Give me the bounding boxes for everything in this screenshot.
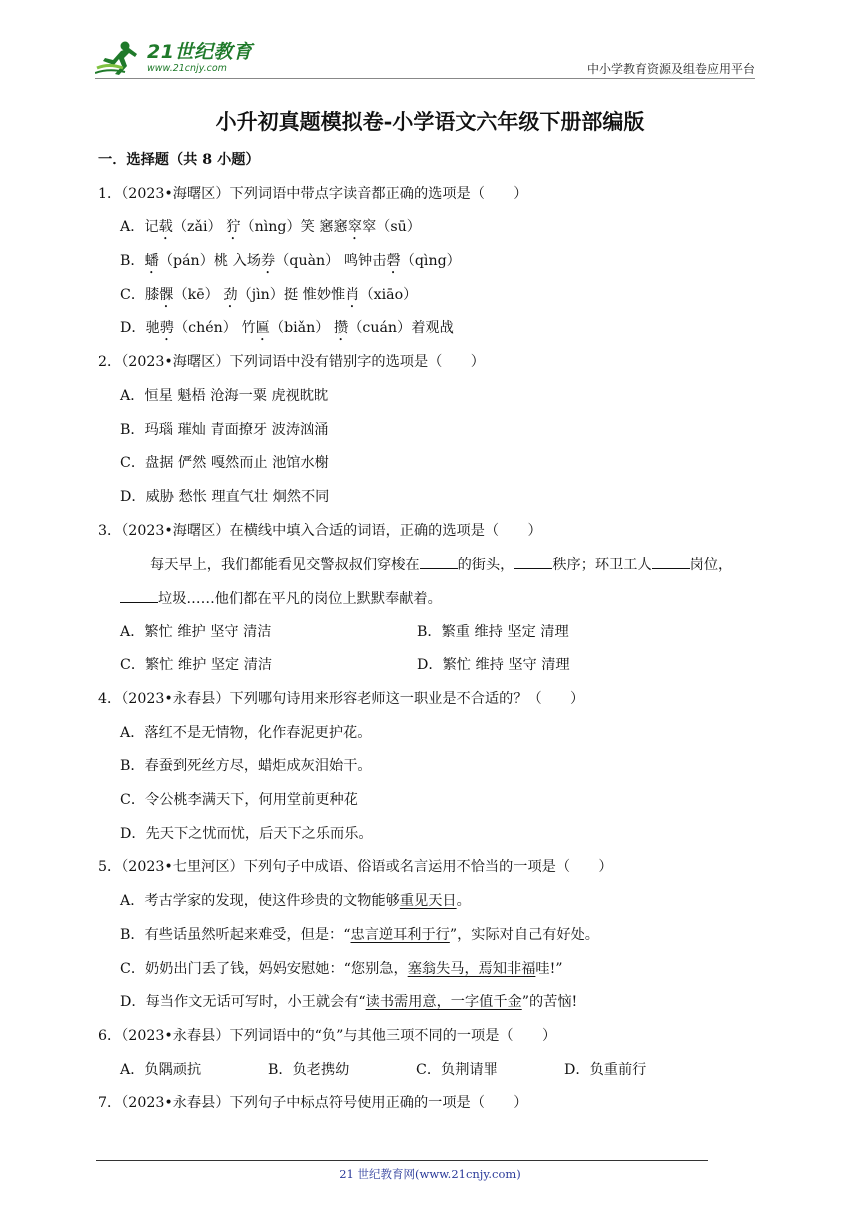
fill-blank[interactable] [652,554,690,569]
question-5-option-b[interactable]: B．有些话虽然听起来难受，但是：“忠言逆耳利于行”，实际对自己有好处。 [120,926,599,943]
question-3-options-row-2 [98,655,763,689]
question-5-option-c[interactable]: C．奶奶出门丢了钱，妈妈安慰她：“您别急，塞翁失马，焉知非福哇!” [120,960,563,977]
question-3-option-d[interactable]: D．繁忙 维持 坚守 清理 [417,657,570,674]
question-list [98,150,763,1127]
question-5-option-d[interactable]: D．每当作文无话可写时，小王就会有“读书需用意，一字值千金”的苦恼! [120,994,578,1011]
question-6-option-c[interactable]: C．负荆请罪 [416,1061,498,1078]
question-3-stem: 3．（2023•海曙区）在横线中填入合适的词语，正确的选项是（ ） [98,522,542,539]
question-6-options [98,1060,763,1094]
question-3-passage-cont: 垃圾……他们都在平凡的岗位上默默奉献着。 [98,588,763,622]
question-7-stem: 7．（2023•永春县）下列句子中标点符号使用正确的一项是（ ） [98,1095,528,1112]
question-2-option-c[interactable]: C．盘据 俨然 嘎然而止 池馆水榭 [120,455,329,472]
runner-logo-icon [95,40,143,76]
question-6-option-b[interactable]: B．负老携幼 [268,1061,350,1078]
question-1-option-a[interactable]: A．记载（zǎi） 狞（nìng）笑 窸窸窣窣（sū） [120,219,421,236]
question-6-option-a[interactable]: A．负隅顽抗 [120,1061,202,1078]
question-6-option-d[interactable]: D．负重前行 [564,1061,647,1078]
page-title: 小升初真题模拟卷-小学语文六年级下册部编版 [215,109,645,134]
question-3-option-c[interactable]: C．繁忙 维护 坚定 清洁 [120,657,273,674]
fill-blank[interactable] [120,588,158,603]
question-4-option-b[interactable]: B．春蚕到死丝方尽，蜡炬成灰泪始干。 [120,758,372,775]
question-6-stem: 6．（2023•永春县）下列词语中的“负”与其他三项不同的一项是（ ） [98,1027,557,1044]
fill-blank[interactable] [420,554,458,569]
question-3-options-row-1 [98,622,763,656]
section-heading: 一．选择题（共 8 小题） [98,152,260,168]
question-2-stem: 2．（2023•海曙区）下列词语中没有错别字的选项是（ ） [98,354,485,371]
question-4-option-d[interactable]: D．先天下之忧而忧，后天下之乐而乐。 [120,825,373,842]
page-footer[interactable]: 21 世纪教育网(www.21cnjy.com) [339,1167,521,1181]
logo-url: www.21cnjy.com [147,62,227,74]
question-5-option-a[interactable]: A．考古学家的发现，使这件珍贵的文物能够重见天日。 [120,893,471,910]
question-1-option-b[interactable]: B．蟠（pán）桃 入场券（quàn） 鸣钟击磬（qìng） [120,253,461,270]
page-header [95,38,755,78]
question-5-stem: 5．（2023•七里河区）下列句子中成语、俗语或名言运用不恰当的一项是（ ） [98,859,613,876]
question-4-stem: 4．（2023•永春县）下列哪句诗用来形容老师这一职业是不合适的？（ ） [98,691,585,707]
question-3-option-a[interactable]: A．繁忙 维护 坚守 清洁 [120,623,272,640]
question-1-option-c[interactable]: C．膝髁（kē） 劲（jìn）挺 惟妙惟肖（xiāo） [120,286,418,303]
fill-blank[interactable] [514,554,552,569]
platform-name: 中小学教育资源及组卷应用平台 [586,62,755,76]
header-divider [95,78,755,79]
logo-wordmark: 21世纪教育 [147,40,253,63]
question-2-option-b[interactable]: B．玛瑙 璀灿 青面撩牙 波涛汹涌 [120,421,329,438]
question-1-stem: 1．（2023•海曙区）下列词语中带点字读音都正确的选项是（ ） [98,185,528,202]
question-2-option-a[interactable]: A．恒星 魁梧 沧海一粟 虎视眈眈 [120,387,329,404]
footer-divider [96,1160,708,1161]
question-3-passage: 每天早上，我们都能看见交警叔叔们穿梭在 的街头， 秩序；环卫工人 岗位， [98,554,763,588]
question-4-option-a[interactable]: A．落红不是无情物，化作春泥更护花。 [120,724,372,741]
question-2-option-d[interactable]: D．威胁 愁怅 理直气壮 炯然不同 [120,488,330,505]
question-1-option-d[interactable]: D．驰骋（chén） 竹匾（biǎn） 攒（cuán）着观战 [120,320,454,337]
question-4-option-c[interactable]: C．令公桃李满天下，何用堂前更种花 [120,792,358,809]
site-logo [95,38,252,78]
question-3-option-b[interactable]: B．繁重 维持 坚定 清理 [417,623,569,640]
